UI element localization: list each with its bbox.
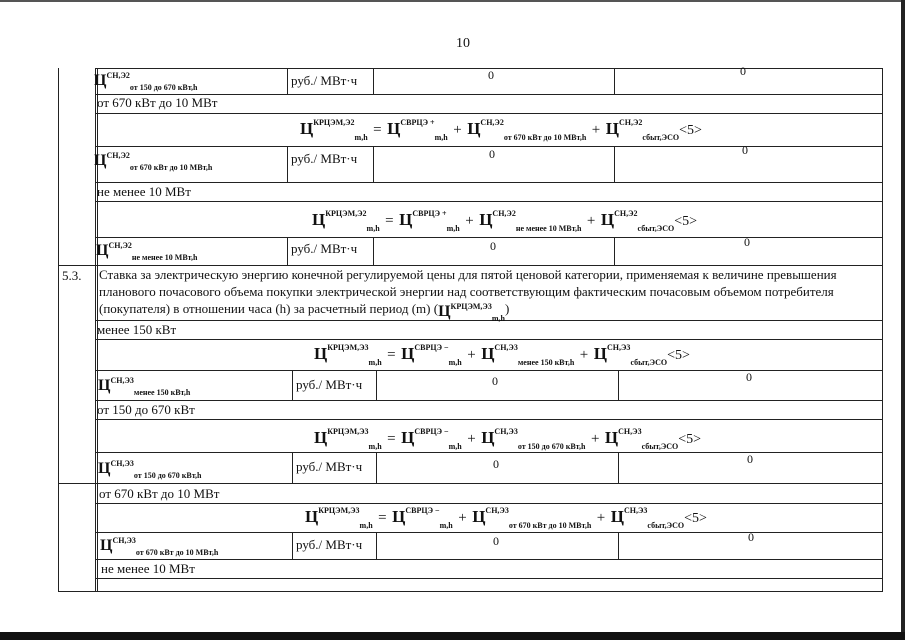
range-label: от 670 кВт до 10 МВт <box>97 95 218 110</box>
value-cell: 0 <box>490 239 496 253</box>
value-cell: 0 <box>744 235 750 249</box>
price-symbol: $Ц^{СН,Э2}_{не менее 10 МВт,h}$ <box>96 240 198 262</box>
value-cell: 0 <box>492 374 498 388</box>
price-symbol: $Ц^{СН,Э3}_{от 670 кВт до 10 МВт,h}$ <box>100 535 219 557</box>
price-symbol: $Ц^{СН,Э2}_{от 670 кВт до 10 МВт,h}$ <box>94 150 213 172</box>
unit-cell: руб./ МВт·ч <box>296 377 363 392</box>
value-cell: 0 <box>740 64 746 78</box>
scan-edge-bottom <box>0 632 905 640</box>
range-label: от 150 до 670 кВт <box>97 402 195 417</box>
unit-cell: руб./ МВт·ч <box>291 241 358 256</box>
section-description: Ставка за электрическую энергию конечной регулируемой цены для пятой ценовой категории, применяемая к величине превышения планового почасового объема покупки электрической энергии над соответствующим фактическим почасовым объемом потребителя (покупателя) в отношении часа (h) за расчетный период (m) $(Ц^{КРЦЭМ,Э3}_{m,h})$ <box>99 267 837 323</box>
range-label: от 670 кВт до 10 МВт <box>99 486 220 501</box>
price-symbol: $Ц^{СН,Э2}_{от 150 до 670 кВт,h}$ <box>94 70 198 92</box>
scan-edge-right <box>901 0 905 640</box>
price-symbol: $Ц^{СН,Э3}_{менее 150 кВт,h}$ <box>98 375 191 397</box>
formula: $Ц^{КРЦЭМ,Э3}_{m,h} = Ц^{СВРЦЭ -}_{m,h} + Ц^{СН,Э3}_{менее 150 кВт,h} + Ц^{СН,Э3}_{сбыт,ЭСО}<5>$ <box>314 343 690 367</box>
price-symbol: $Ц^{СН,Э3}_{от 150 до 670 кВт,h}$ <box>98 458 202 480</box>
range-label: не менее 10 МВт <box>97 184 191 199</box>
unit-cell: руб./ МВт·ч <box>291 151 358 166</box>
value-cell: 0 <box>489 147 495 161</box>
value-cell: 0 <box>488 68 494 82</box>
unit-cell: руб./ МВт·ч <box>296 459 363 474</box>
page-number: 10 <box>456 36 470 51</box>
value-cell: 0 <box>493 534 499 548</box>
value-cell: 0 <box>747 452 753 466</box>
range-label: не менее 10 МВт <box>101 561 195 576</box>
unit-cell: руб./ МВт·ч <box>291 73 358 88</box>
section-number: 5.3. <box>62 268 82 283</box>
formula: $Ц^{КРЦЭМ,Э3}_{m,h} = Ц^{СВРЦЭ -}_{m,h} + Ц^{СН,Э3}_{от 670 кВт до 10 МВт,h} + Ц^{СН,Э3}_{сбыт,ЭСО}<5>$ <box>305 506 707 530</box>
formula: $Ц^{КРЦЭМ,Э2}_{m,h} = Ц^{СВРЦЭ +}_{m,h} + Ц^{СН,Э2}_{от 670 кВт до 10 МВт,h} + Ц^{СН,Э2}_{сбыт,ЭСО}<5>$ <box>300 118 702 142</box>
formula: $Ц^{КРЦЭМ,Э3}_{m,h} = Ц^{СВРЦЭ -}_{m,h} + Ц^{СН,Э3}_{от 150 до 670 кВт,h} + Ц^{СН,Э3}_{сбыт,ЭСО}<5>$ <box>314 427 702 451</box>
range-label: менее 150 кВт <box>97 322 177 337</box>
value-cell: 0 <box>742 143 748 157</box>
formula: $Ц^{КРЦЭМ,Э2}_{m,h} = Ц^{СВРЦЭ +}_{m,h} + Ц^{СН,Э2}_{не менее 10 МВт,h} + Ц^{СН,Э2}_{сбыт,ЭСО}<5>$ <box>312 209 697 233</box>
scan-edge-top <box>0 0 905 2</box>
value-cell: 0 <box>493 457 499 471</box>
value-cell: 0 <box>746 370 752 384</box>
unit-cell: руб./ МВт·ч <box>296 537 363 552</box>
value-cell: 0 <box>748 530 754 544</box>
